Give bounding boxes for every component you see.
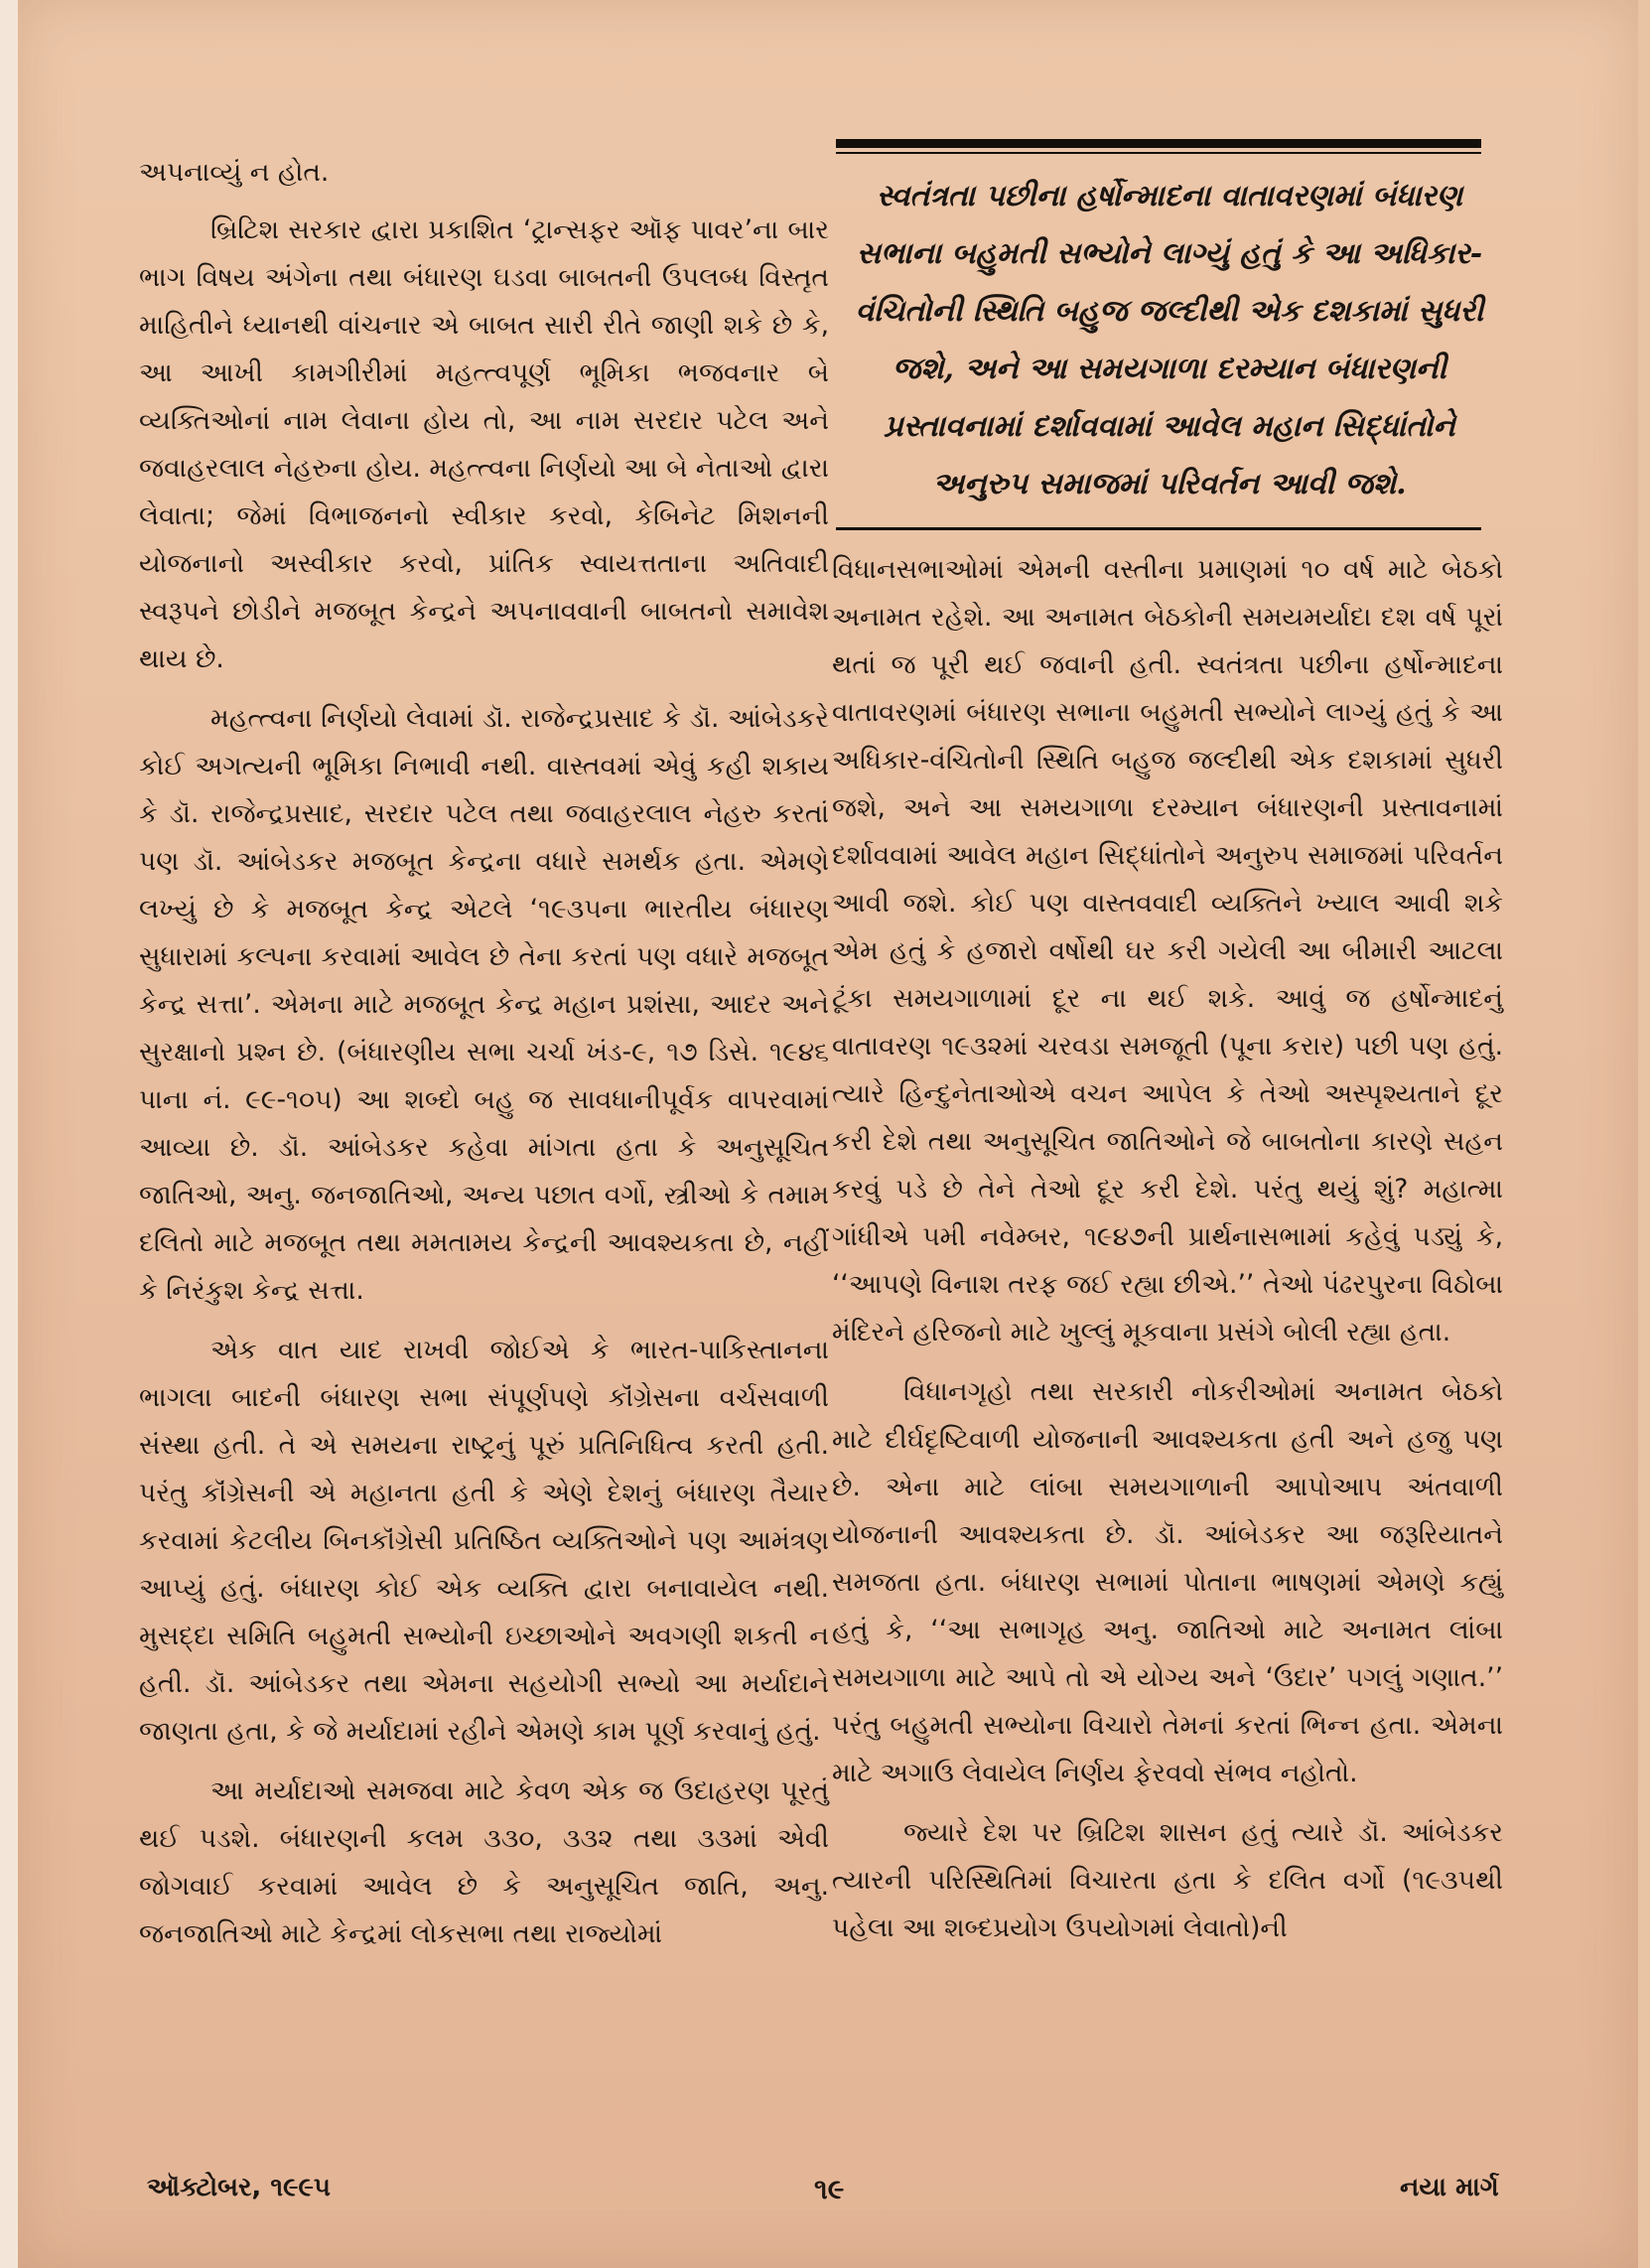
paragraph: વિધાનસભાઓમાં એમની વસ્તીના પ્રમાણમાં ૧૦ વર્ષ માટે બેઠકો અનામત રહેશે. આ અનામત બેઠકોની સમયમર્યાદા દશ વર્ષ પૂરાં થતાં જ પૂરી થઈ જવાની હતી. સ્વતંત્રતા પછીના હર્ષોન્માદના વાતાવરણમાં બંધારણ સભાના બહુમતી સભ્યોને લાગ્યું હતું કે આ અધિકાર-વંચિતોની સ્થિતિ બહુજ જલ્દીથી એક દશકામાં સુધરી જશે, અને આ સમયગાળા દરમ્યાન બંધારણની પ્રસ્તાવનામાં દર્શાવવામાં આવેલ મહાન સિદ્ધાંતોને અનુરુપ સમાજમાં પરિવર્તન આવી જશે. કોઈ પણ વાસ્તવવાદી વ્યક્તિને ખ્યાલ આવી શકે એમ હતું કે હજારો વર્ષોથી ઘર કરી ગયેલી આ બીમારી આટલા ટૂંકા સમયગાળામાં દૂર ના થઈ શકે. આવું જ હર્ષોન્માદનું વાતાવરણ ૧૯૩૨માં ચરવડા સમજૂતી (પૂના કરાર) પછી પણ હતું. ત્યારે હિન્દુનેતાઓએ વચન આપેલ કે તેઓ અસ્પૃશ્યતાને દૂર કરી દેશે તથા અનુસૂચિત જાતિઓને જે બાબતોના કારણે સહન કરવું પડે છે તેને તેઓ દૂર કરી દેશે. પરંતુ થયું શું? મહાત્મા ગાંધીએ ૫મી નવેમ્બર, ૧૯૪૭ની પ્રાર્થનાસભામાં કહેવું પડ્યું કે, ‘‘આપણે વિનાશ તરફ જઈ રહ્યા છીએ.’’ તેઓ પંઢરપુરના વિઠોબા મંદિરને હરિજનો માટે ખુલ્લું મૂકવાના પ્રસંગે બોલી રહ્યા હતા. — [832, 554, 1503, 1347]
pull-quote-bottom-rule — [836, 527, 1481, 530]
pull-quote-top-thin-rule — [836, 152, 1481, 154]
magazine-name: નયા માર્ગ — [1400, 2173, 1499, 2202]
left-column — [139, 149, 829, 1970]
right-column — [832, 139, 1503, 1964]
paragraph: અપનાવ્યું ન હોત. — [139, 157, 330, 188]
paragraph: મહત્ત્વના નિર્ણયો લેવામાં ડૉ. રાજેન્દ્રપ્રસાદ કે ડૉ. આંબેડકરે કોઈ અગત્યની ભૂમિકા નિભાવી નથી. વાસ્તવમાં એવું કહી શકાય કે ડૉ. રાજેન્દ્રપ્રસાદ, સરદાર પટેલ તથા જવાહરલાલ નેહરુ કરતાં પણ ડૉ. આંબેડકર મજબૂત કેન્દ્રના વધારે સમર્થક હતા. એમણે લખ્યું છે કે મજબૂત કેન્દ્ર એટલે ‘૧૯૩૫ના ભારતીય બંધારણ સુધારામાં કલ્પના કરવામાં આવેલ છે તેના કરતાં પણ વધારે મજબૂત કેન્દ્ર સત્તા’. એમના માટે મજબૂત કેન્દ્ર મહાન પ્રશંસા, આદર અને સુરક્ષાનો પ્રશ્ન છે. (બંધારણીય સભા ચર્ચા ખંડ-૯, ૧૭ ડિસે. ૧૯૪૬ પાના નં. ૯૯-૧૦૫) આ શબ્દો બહુ જ સાવધાનીપૂર્વક વાપરવામાં આવ્યા છે. ડૉ. આંબેડકર કહેવા માંગતા હતા કે અનુસૂચિત જાતિઓ, અનુ. જનજાતિઓ, અન્ય પછાત વર્ગો, સ્ત્રીઓ કે તમામ દલિતો માટે મજબૂત તથા મમતામય કેન્દ્રની આવશ્યકતા છે, નહીં કે નિરંકુશ કેન્દ્ર સત્તા. — [139, 703, 829, 1306]
scan-margin — [0, 0, 18, 2268]
page-footer — [0, 2173, 1650, 2232]
issue-date: ઑક્ટોબર, ૧૯૯૫ — [147, 2173, 331, 2202]
paragraph: આ મર્યાદાઓ સમજવા માટે કેવળ એક જ ઉદાહરણ પૂરતું થઈ પડશે. બંધારણની કલમ ૩૩૦, ૩૩૨ તથા ૩૩માં એવી જોગવાઈ કરવામાં આવેલ છે કે અનુસૂચિત જાતિ, અનુ. જનજાતિઓ માટે કેન્દ્રમાં લોકસભા તથા રાજ્યોમાં — [139, 1775, 829, 1949]
paragraph: જ્યારે દેશ પર બ્રિટિશ શાસન હતું ત્યારે ડૉ. આંબેડકર ત્યારની પરિસ્થિતિમાં વિચારતા હતા કે દલિત વર્ગો (૧૯૩૫થી પહેલા આ શબ્દપ્રયોગ ઉપયોગમાં લેવાતો)ની — [832, 1817, 1503, 1943]
paragraph: બ્રિટિશ સરકાર દ્વારા પ્રકાશિત ‘ટ્રાન્સફર ઑફ પાવર’ના બાર ભાગ વિષય અંગેના તથા બંધારણ ઘડવા બાબતની ઉપલબ્ધ વિસ્તૃત માહિતીને ધ્યાનથી વાંચનાર એ બાબત સારી રીતે જાણી શકે છે કે, આ આખી કામગીરીમાં મહત્ત્વપૂર્ણ ભૂમિકા ભજવનાર બે વ્યક્તિઓનાં નામ લેવાના હોય તો, આ નામ સરદાર પટેલ અને જવાહરલાલ નેહરુના હોય. મહત્ત્વના નિર્ણયો આ બે નેતાઓ દ્વારા લેવાતા; જેમાં વિભાજનનો સ્વીકાર કરવો, કેબિનેટ મિશનની યોજનાનો અસ્વીકાર કરવો, પ્રાંતિક સ્વાયત્તતાના અતિવાદી સ્વરૂપને છોડીને મજબૂત કેન્દ્રને અપનાવવાની બાબતનો સમાવેશ થાય છે. — [139, 214, 829, 674]
paragraph: વિધાનગૃહો તથા સરકારી નોકરીઓમાં અનામત બેઠકો માટે દીર્ઘદૃષ્ટિવાળી યોજનાની આવશ્યકતા હતી અને હજુ પણ છે. એના માટે લાંબા સમયગાળાની આપોઆપ અંતવાળી યોજનાની આવશ્યકતા છે. ડૉ. આંબેડકર આ જરૂરિયાતને સમજતા હતા. બંધારણ સભામાં પોતાના ભાષણમાં એમણે કહ્યું હતું કે, ‘‘આ સભાગૃહ અનુ. જાતિઓ માટે અનામત લાંબા સમયગાળા માટે આપે તો એ યોગ્ય અને ‘ઉદાર’ પગલું ગણાત.’’ પરંતુ બહુમતી સભ્યોના વિચારો તેમનાં કરતાં ભિન્ન હતા. એમના માટે અગાઉ લેવાયેલ નિર્ણય ફેરવવો સંભવ નહોતો. — [832, 1376, 1503, 1788]
pull-quote: સ્વતંત્રતા પછીના હર્ષોન્માદના વાતાવરણમાં બંધારણ સભાના બહુમતી સભ્યોને લાગ્યું હતું કે આ અધિકાર-વંચિતોની સ્થિતિ બહુજ જલ્દીથી એક દશકામાં સુધરી જશે, અને આ સમયગાળા દરમ્યાન બંધારણની પ્રસ્તાવનામાં દર્શાવવામાં આવેલ મહાન સિદ્ધાંતોને અનુરુપ સમાજમાં પરિવર્તન આવી જશે. — [855, 179, 1484, 501]
pull-quote-top-rule — [836, 139, 1481, 148]
page-number: ૧૯ — [814, 2173, 845, 2205]
paragraph: એક વાત યાદ રાખવી જોઈએ કે ભારત-પાકિસ્તાનના ભાગલા બાદની બંધારણ સભા સંપૂર્ણપણે કૉંગ્રેસના વર્ચસવાળી સંસ્થા હતી. તે એ સમયના રાષ્ટ્રનું પૂરું પ્રતિનિધિત્વ કરતી હતી. પરંતુ કૉંગ્રેસની એ મહાનતા હતી કે એણે દેશનું બંધારણ તૈયાર કરવામાં કેટલીય બિનકૉંગ્રેસી પ્રતિષ્ઠિત વ્યક્તિઓને પણ આમંત્રણ આપ્યું હતું. બંધારણ કોઈ એક વ્યક્તિ દ્વારા બનાવાયેલ નથી. મુસદ્દા સમિતિ બહુમતી સભ્યોની ઇચ્છાઓને અવગણી શકતી ન હતી. ડૉ. આંબેડકર તથા એમના સહયોગી સભ્યો આ મર્યાદાને જાણતા હતા, કે જે મર્યાદામાં રહીને એમણે કામ પૂર્ણ કરવાનું હતું. — [139, 1335, 829, 1747]
